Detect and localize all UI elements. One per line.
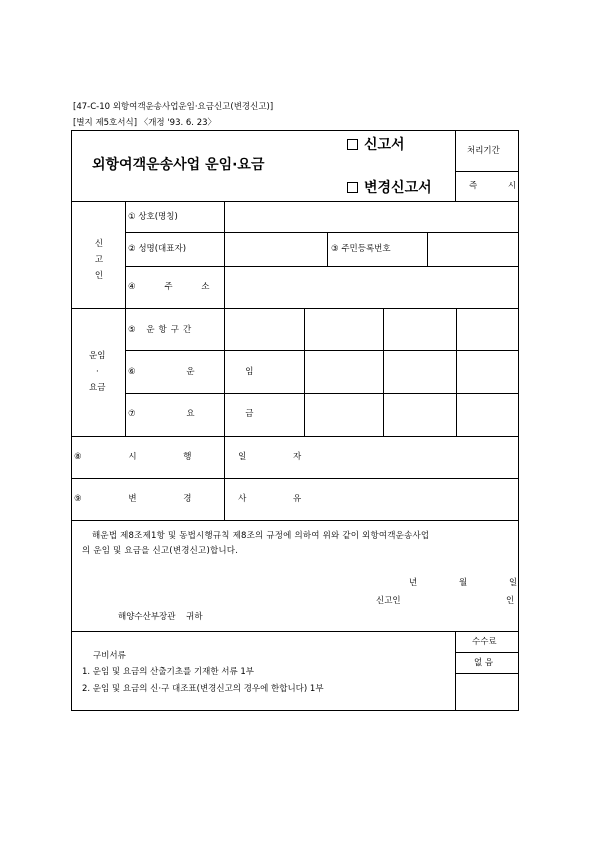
change-report-option[interactable]: 변경신고서 [347, 181, 432, 195]
form-reference: [별지 제5호서식] 〈개정 '93. 6. 23〉 [73, 118, 217, 128]
addressee: 해양수산부장관 귀하 [118, 612, 203, 622]
divider [71, 436, 519, 437]
change-reason-field[interactable] [228, 482, 514, 516]
charge-label: ⑦ 요 금 [128, 409, 278, 419]
fare-cell[interactable] [460, 354, 515, 389]
document-item: 2. 운임 및 요금의 신·구 대조표(변경신고의 경우에 한합니다) 1부 [82, 684, 324, 694]
fare-cell[interactable] [308, 354, 379, 389]
trade-name-label: ① 상호(명칭) [128, 212, 178, 222]
divider [455, 171, 519, 172]
route-label: ⑤ 운항구간 [128, 325, 196, 335]
fare-cell[interactable] [387, 354, 452, 389]
divider [125, 232, 519, 233]
effective-date-label: ⑧ 시 행 일 자 [74, 452, 324, 462]
date-month: 월 [459, 578, 468, 588]
change-reason-label: ⑨ 변 경 사 유 [74, 494, 324, 504]
divider [125, 266, 519, 267]
divider [304, 308, 305, 436]
document-item: 1. 운임 및 요금의 산출기초를 기재한 서류 1부 [82, 667, 255, 677]
divider [455, 652, 519, 653]
form-code: [47-C-10 외항여객운송사업운임·요금신고(변경신고)] [73, 102, 274, 112]
divider [427, 232, 428, 266]
effective-date-field[interactable] [228, 440, 514, 474]
seal-label: 인 [506, 596, 515, 606]
fee-label: 수수료 [472, 637, 497, 647]
route-cell[interactable] [228, 312, 300, 346]
documents-title: 구비서류 [93, 651, 126, 661]
statement-text: 의 운임 및 요금을 신고(변경신고)합니다. [82, 546, 239, 556]
divider [125, 201, 126, 436]
divider [383, 308, 384, 436]
form-title: 외항여객운송사업 운임·요금 [92, 157, 265, 173]
checkbox[interactable] [347, 182, 358, 193]
route-cell[interactable] [460, 312, 515, 346]
divider [71, 201, 519, 202]
fee-value: 없 음 [474, 658, 494, 668]
route-cell[interactable] [387, 312, 452, 346]
representative-name-label: ② 성명(대표자) [128, 244, 187, 254]
divider [327, 232, 328, 266]
fare-label: ⑥ 운 임 [128, 367, 278, 377]
address-label: ④ 주 소 [128, 282, 223, 292]
divider [456, 308, 457, 436]
divider [455, 631, 456, 711]
divider [71, 308, 519, 309]
processing-period-label: 처리기간 [467, 146, 500, 156]
trade-name-field[interactable] [228, 205, 514, 229]
statement-text: 해운법 제8조제1항 및 동법시행규칙 제8조의 규정에 의하여 위와 같이 외항여객운송사업 [92, 531, 430, 541]
divider [125, 350, 519, 351]
fare-section-label: 운임 [89, 351, 106, 361]
divider [71, 631, 519, 632]
reporter-section-label: 신고인 [94, 239, 104, 282]
fare-section-label: · [96, 367, 99, 377]
resident-number-label: ③ 주민등록번호 [331, 244, 391, 254]
route-cell[interactable] [308, 312, 379, 346]
date-year: 년 [409, 578, 418, 588]
divider [455, 130, 456, 201]
divider [125, 393, 519, 394]
divider [224, 201, 225, 520]
charge-cell[interactable] [460, 397, 515, 432]
applicant-label: 신고인 [376, 596, 401, 606]
processing-period-value: 즉 시 [469, 181, 531, 191]
charge-cell[interactable] [387, 397, 452, 432]
date-day: 일 [509, 578, 518, 588]
report-option[interactable]: 신고서 [347, 138, 405, 152]
divider [455, 673, 519, 674]
divider [71, 520, 519, 521]
divider [71, 478, 519, 479]
address-field[interactable] [228, 270, 514, 304]
checkbox[interactable] [347, 139, 358, 150]
fare-section-label: 요금 [89, 383, 106, 393]
charge-cell[interactable] [308, 397, 379, 432]
fare-cell[interactable] [228, 354, 300, 389]
charge-cell[interactable] [228, 397, 300, 432]
resident-number-field[interactable] [431, 236, 515, 262]
representative-name-field[interactable] [228, 236, 324, 262]
